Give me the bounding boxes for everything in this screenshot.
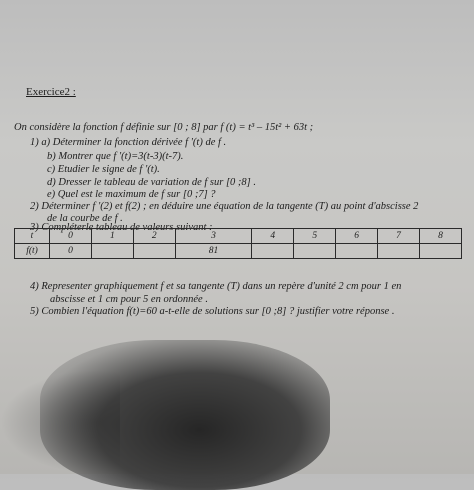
table-cell: 4 [252,229,294,244]
question-1c: c) Etudier le signe de f '(t). [47,164,160,175]
table-cell: 7 [378,229,420,244]
table-cell: 5 [294,229,336,244]
table-row-label: f(t) [15,244,50,259]
question-1e: e) Quel est le maximum de f sur [0 ;7] ? [47,189,216,200]
question-5: 5) Combien l'équation f(t)=60 a-t-elle de solutions sur [0 ;8] ? justifier votre réponse . [30,306,395,317]
table-cell [420,244,462,259]
table-row-t [15,229,462,244]
table-cell: 2 [133,229,175,244]
values-table [14,228,462,259]
table-cell [378,244,420,259]
intro-line: On considère la fonction f définie sur [0 ; 8] par f (t) = t³ – 15t² + 63t ; [14,122,314,133]
table-cell [336,244,378,259]
table-cell: 0 [50,229,92,244]
table-cell [294,244,336,259]
table-cell [91,244,133,259]
question-4-cont: abscisse et 1 cm pour 5 en ordonnée . [50,294,208,305]
question-3: 3) Compléterle tableau de valeurs suivant : [30,222,213,233]
table-cell [252,244,294,259]
question-1a: 1) a) Déterminer la fonction dérivée f '(t) de f . [30,137,227,148]
table-row-f [15,244,462,259]
hand-shadow [40,340,330,490]
table-cell: 3 [175,229,252,244]
table-cell: 8 [420,229,462,244]
question-1b: b) Montrer que f '(t)=3(t-3)(t-7). [47,151,184,162]
exercise-title: Exercice2 : [26,86,76,98]
question-1d: d) Dresser le tableau de variation de f sur [0 ;8] . [47,177,257,188]
table-cell [133,244,175,259]
table-cell: 0 [50,244,92,259]
table-cell: 81 [175,244,252,259]
question-2-cont: de la courbe de f . [47,213,123,224]
question-2: 2) Déterminer f '(2) et f(2) ; en déduire une équation de la tangente (T) au point d'abscisse 2 [30,201,419,212]
table-row-label: t [15,229,50,244]
table-cell: 6 [336,229,378,244]
table-cell: 1 [91,229,133,244]
question-4: 4) Representer graphiquement f et sa tangente (T) dans un repère d'unité 2 cm pour 1 en [30,281,402,292]
